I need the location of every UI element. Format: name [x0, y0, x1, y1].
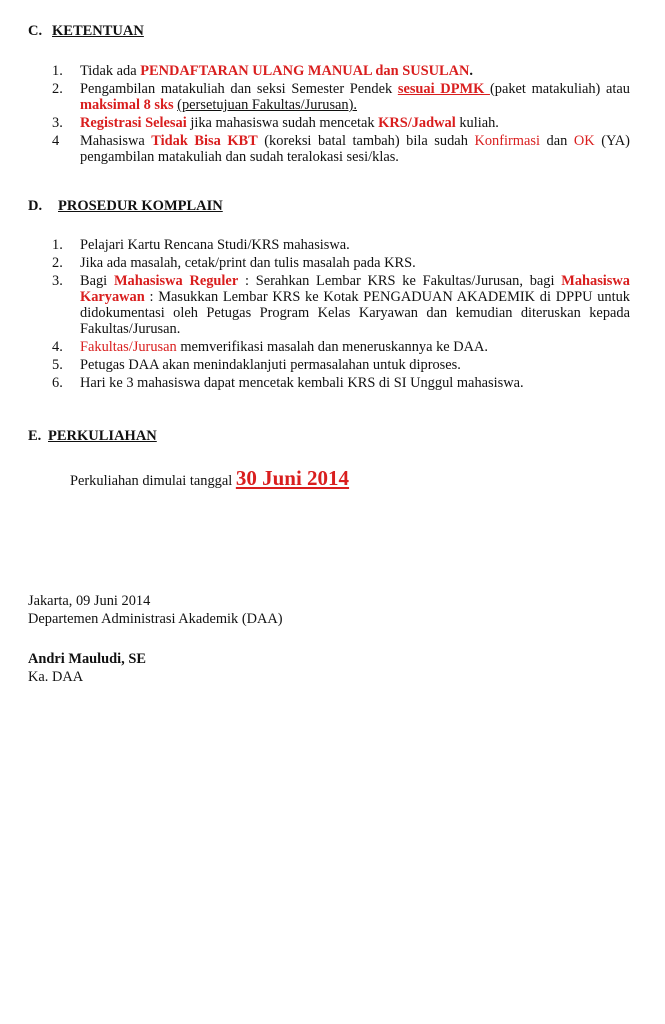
- section-d-heading: [28, 198, 223, 214]
- list-item: 3. Bagi Mahasiswa Reguler : Serahkan Lembar KRS ke Fakultas/Jurusan, bagi Mahasiswa Karyawan : Masukkan Lembar KRS ke Kotak PENGADUAN AKADEMIK di DPPU untuk didokumentasi oleh Petugas Program Kelas Karyawan dan kemudian diteruskan kepada Fakultas/Jurusan.: [52, 273, 630, 337]
- list-item: 3. Registrasi Selesai jika mahasiswa sudah mencetak KRS/Jadwal kuliah.: [52, 115, 499, 131]
- list-item: 4. Fakultas/Jurusan memverifikasi masalah dan meneruskannya ke DAA.: [52, 339, 489, 355]
- list-item: 1. Pelajari Kartu Rencana Studi/KRS mahasiswa.: [52, 237, 350, 253]
- section-e-title: PERKULIAHAN: [48, 428, 157, 444]
- lecture-start-date: 30 Juni 2014: [235, 466, 350, 490]
- list-item: 4 Mahasiswa Tidak Bisa KBT (koreksi batal tambah) bila sudah Konfirmasi dan OK (YA) pengambilan matakuliah dan sudah teralokasi sesi/klas.: [52, 133, 630, 165]
- section-c-label: C.: [28, 23, 43, 39]
- section-c-title: KETENTUAN: [52, 23, 144, 39]
- section-d-title: PROSEDUR KOMPLAIN: [58, 198, 223, 214]
- section-c-list: [50, 63, 630, 167]
- section-d-label: D.: [28, 198, 43, 214]
- list-item: 5. Petugas DAA akan menindaklanjuti permasalahan untuk diproses.: [52, 357, 461, 373]
- section-e-heading: [28, 428, 157, 444]
- list-item: 2. Pengambilan matakuliah dan seksi Semester Pendek sesuai DPMK (paket matakuliah) atau maksimal 8 sks (persetujuan Fakultas/Jurusan).: [52, 81, 630, 113]
- section-e-label: E.: [28, 428, 42, 444]
- department-name: Departemen Administrasi Akademik (DAA): [28, 611, 283, 627]
- section-c-heading: [28, 23, 144, 39]
- lecture-start-text: Perkuliahan dimulai tanggal 30 Juni 2014: [70, 466, 350, 490]
- list-item: 2. Jika ada masalah, cetak/print dan tulis masalah pada KRS.: [52, 255, 416, 271]
- place-date: Jakarta, 09 Juni 2014: [28, 593, 151, 609]
- list-item: 6. Hari ke 3 mahasiswa dapat mencetak kembali KRS di SI Unggul mahasiswa.: [52, 375, 524, 391]
- signer-name: Andri Mauludi, SE: [28, 651, 146, 667]
- list-item: 1. Tidak ada PENDAFTARAN ULANG MANUAL dan SUSULAN.: [52, 63, 473, 79]
- signer-title: Ka. DAA: [28, 669, 84, 685]
- section-d-list: [50, 237, 630, 393]
